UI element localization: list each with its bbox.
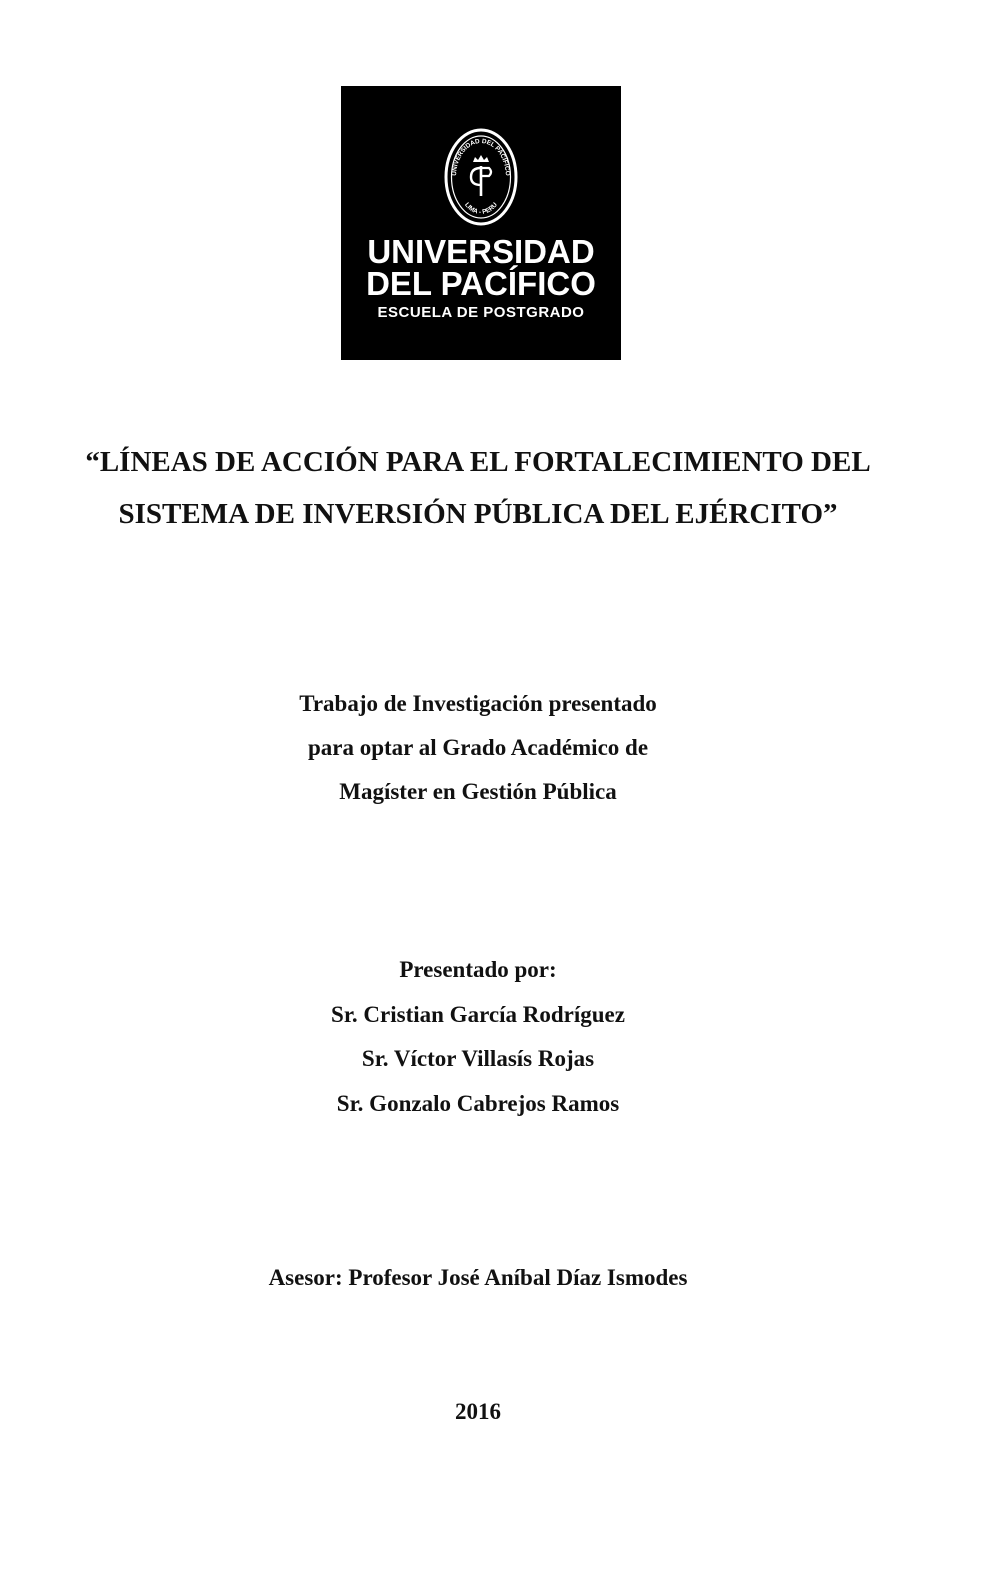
school-name: ESCUELA DE POSTGRADO — [377, 304, 585, 321]
seal-bottom-text: LIMA - PERU — [463, 201, 499, 216]
degree-statement — [180, 682, 776, 814]
seal-top-text: UNIVERSIDAD DEL PACÍFICO — [450, 137, 512, 177]
degree-line2: para optar al Grado Académico de — [307, 735, 649, 760]
author-name: Sr. Víctor Villasís Rojas — [361, 1046, 595, 1071]
authors-section — [180, 948, 776, 1126]
author-name: Sr. Cristian García Rodríguez — [331, 1001, 625, 1027]
advisor: Asesor: Profesor José Aníbal Díaz Ismodes — [268, 1265, 688, 1290]
university-seal-icon — [444, 128, 518, 226]
degree-line1: Trabajo de Investigación presentado — [299, 691, 657, 716]
degree-line3: Magíster en Gestión Pública — [339, 779, 617, 804]
thesis-title-line1: “LÍNEAS DE ACCIÓN PARA EL FORTALECIMIENTO DEL — [85, 446, 871, 478]
thesis-title-line2: SISTEMA DE INVERSIÓN PÚBLICA DEL EJÉRCITO” — [118, 498, 838, 530]
university-name-line2: DEL PACÍFICO — [366, 265, 596, 302]
university-logo — [341, 86, 621, 360]
thesis-title — [40, 436, 916, 540]
author-name: Sr. Gonzalo Cabrejos Ramos — [336, 1090, 620, 1116]
university-name-line1: UNIVERSIDAD — [367, 233, 595, 270]
year: 2016 — [455, 1399, 501, 1424]
authors-heading: Presentado por: — [399, 957, 557, 982]
